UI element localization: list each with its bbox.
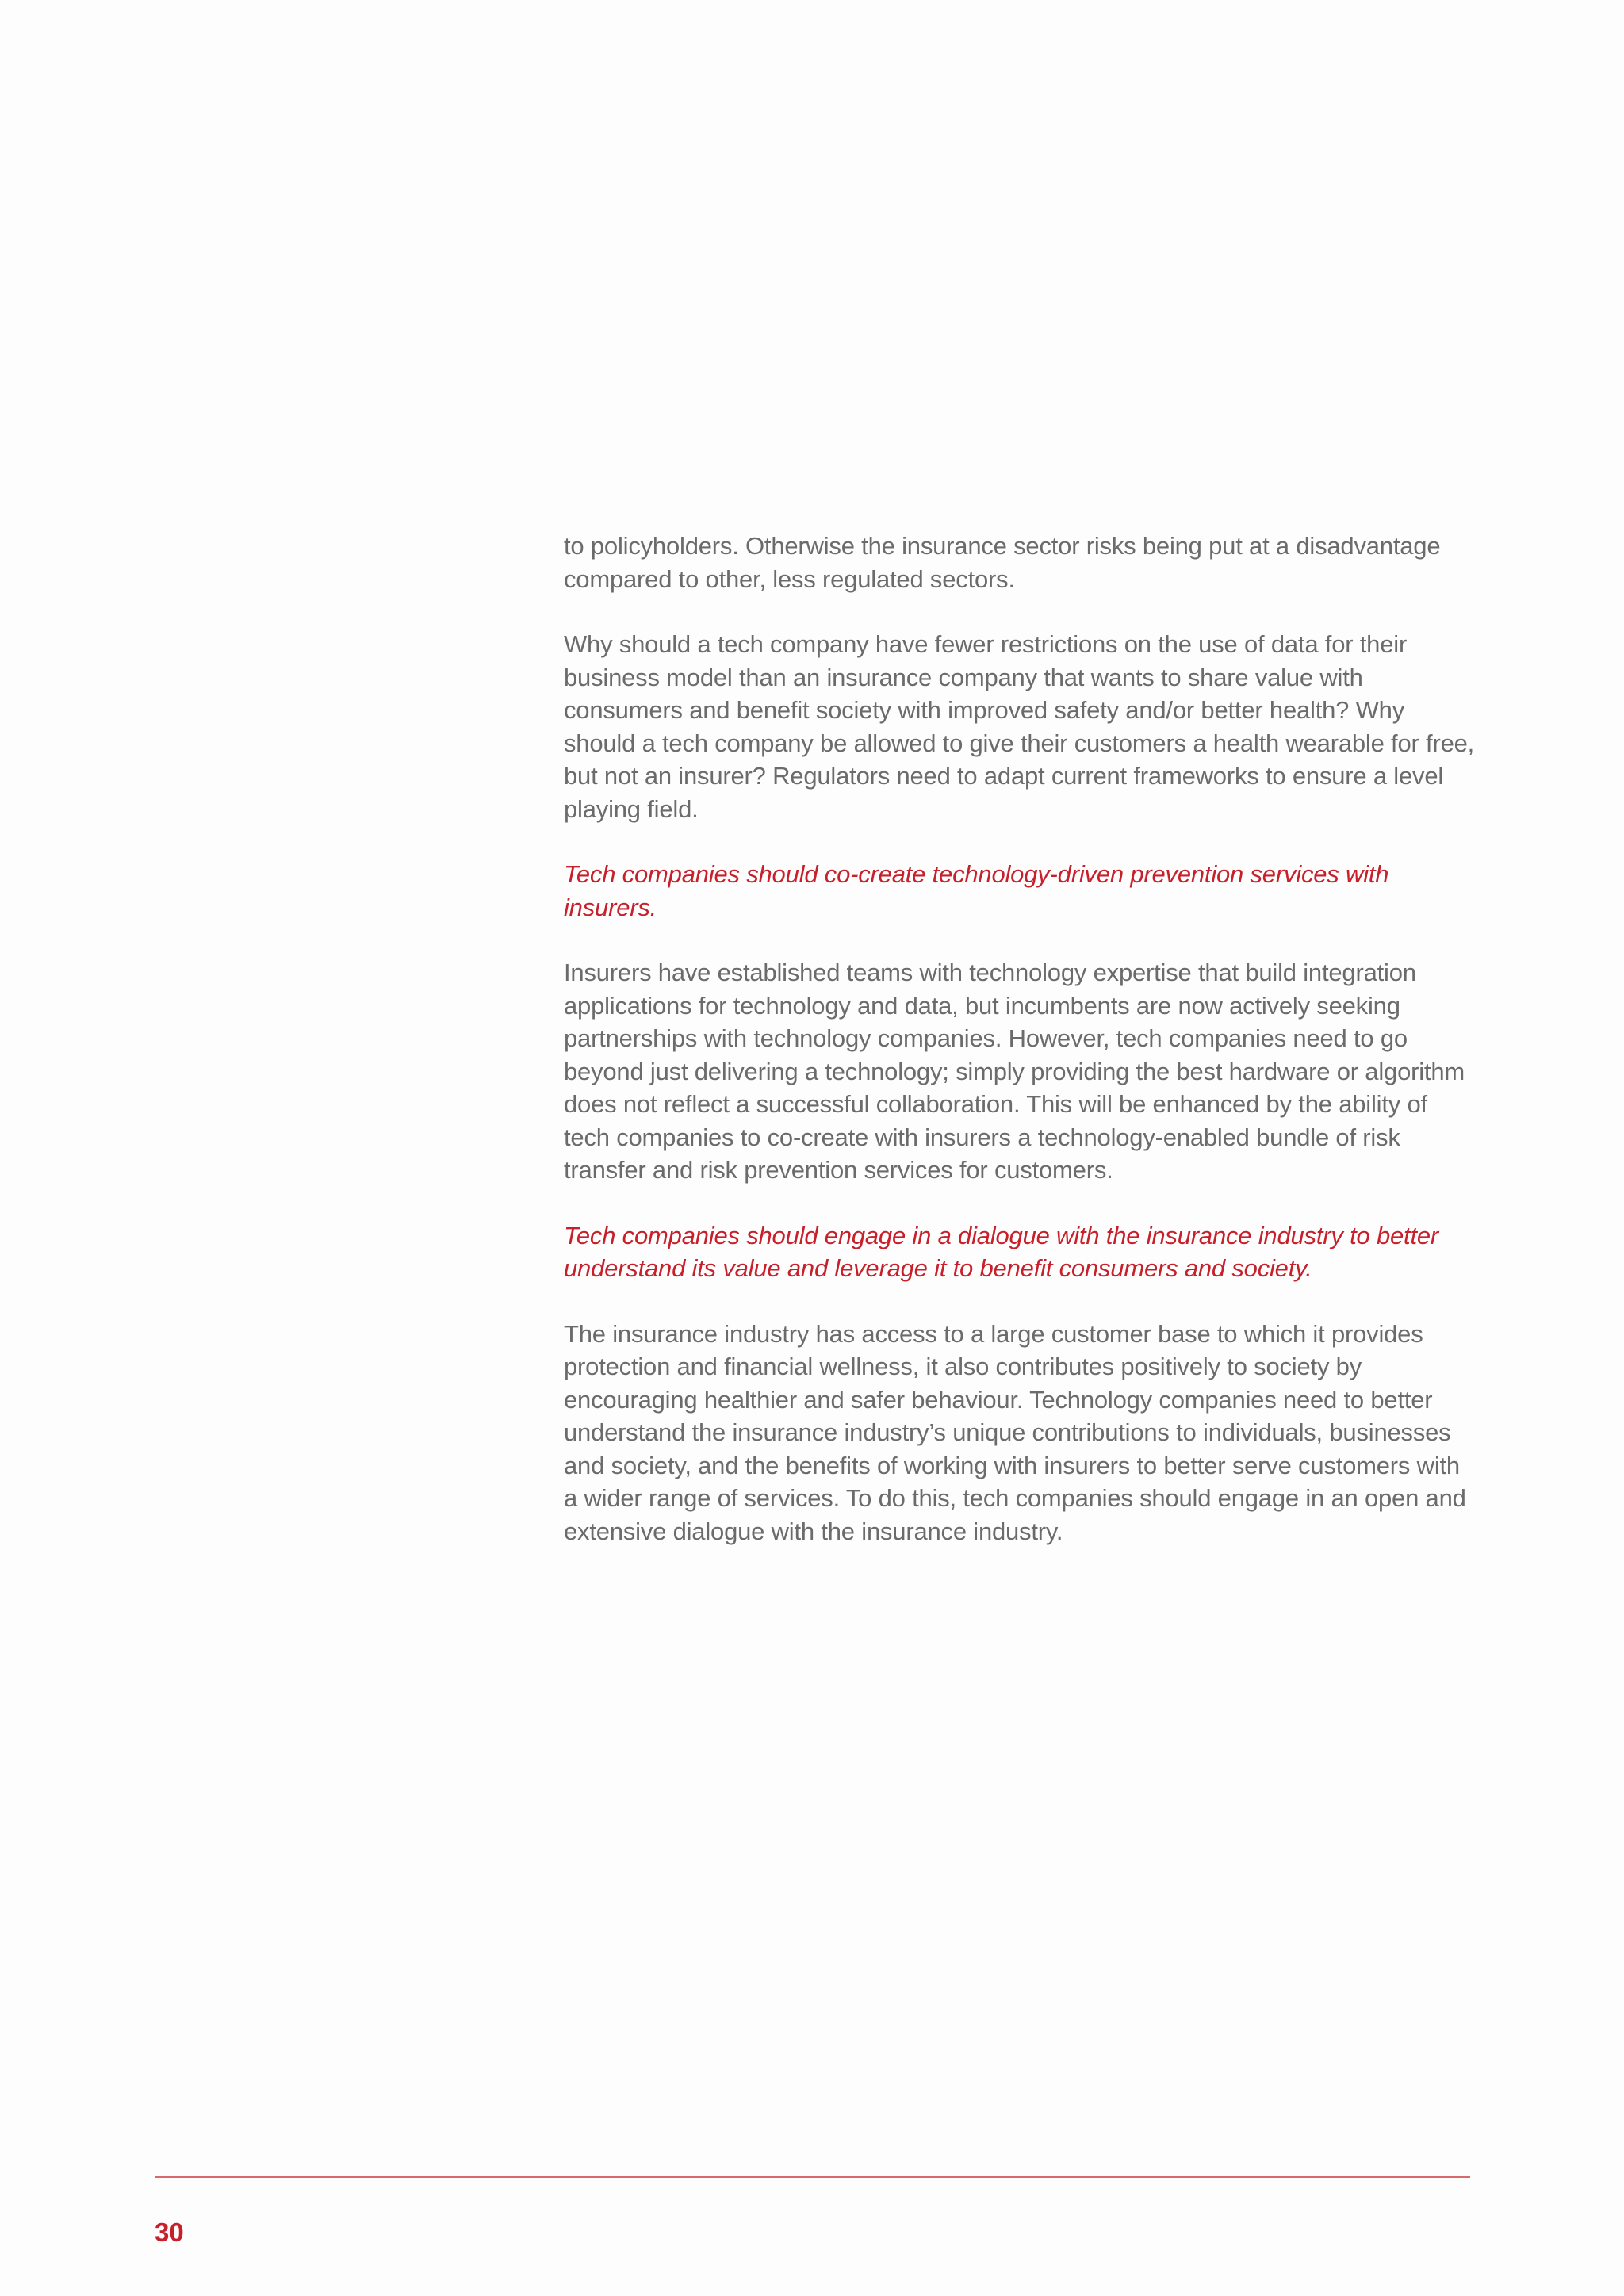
main-text-column	[564, 530, 1476, 1580]
body-paragraph-regulation: Why should a tech company have fewer restrictions on the use of data for their business model than an insurance company that wants to share value with consumers and benefit society with improved safety and/or better health? Why should a tech company be allowed to give their customers a health wearable for free, but not an insurer? Regulators need to adapt current frameworks to ensure a level playing field.	[564, 630, 1475, 823]
body-paragraph-partnerships: Insurers have established teams with technology expertise that build integration applications for technology and data, but incumbents are now actively seeking partnerships with technology companies. However, tech companies need to go beyond just delivering a technology; simply providing the best hardware or algorithm does not reflect a successful collaboration. This will be enhanced by the ability of tech companies to co-create with insurers a technology-enabled bundle of risk transfer and risk prevention services for customers.	[564, 959, 1465, 1184]
body-paragraph-insurance-value: The insurance industry has access to a large customer base to which it provides protection and financial wellness, it also contributes positively to society by encouraging healthier and safer behaviour. Technology companies need to better understand the insurance industry’s unique contributions to individuals, businesses and society, and the benefits of working with insurers to better serve customers with a wider range of services. To do this, tech companies should engage in an open and extensive dialogue with the insurance industry.	[564, 1319, 1466, 1545]
footer-divider	[155, 2176, 1470, 2178]
recommendation-heading-dialogue: Tech companies should engage in a dialogue with the insurance industry to better understand its value and leverage it to benefit consumers and society.	[564, 1221, 1439, 1282]
body-paragraph-continuation: to policyholders. Otherwise the insurance sector risks being put at a disadvantage compared to other, less regulated sectors.	[564, 532, 1441, 593]
recommendation-heading-co-create: Tech companies should co-create technology-driven prevention services with insurers.	[564, 860, 1389, 921]
page-number: 30	[155, 2218, 184, 2247]
